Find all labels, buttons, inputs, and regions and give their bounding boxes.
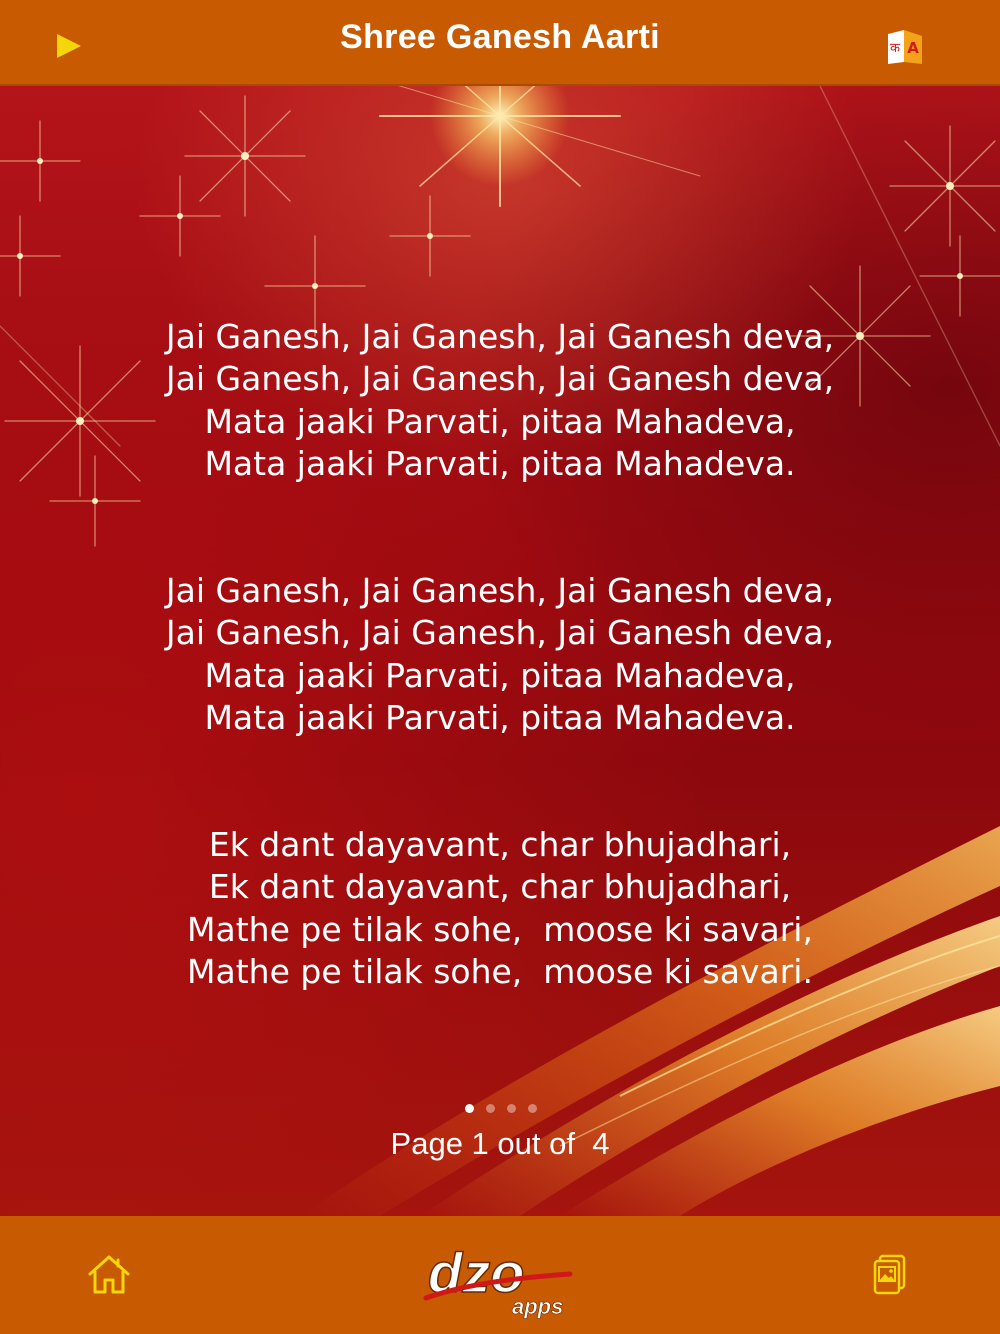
home-button[interactable]: [86, 1252, 132, 1298]
lyrics-stanza-1: [0, 316, 1000, 486]
page-control-dots[interactable]: [460, 1104, 540, 1116]
lyrics-line: Jai Ganesh, Jai Ganesh, Jai Ganesh deva,: [165, 317, 835, 356]
lyrics-line: Ek dant dayavant, char bhujadhari,: [208, 867, 792, 907]
header-bar: [0, 0, 1000, 86]
lyrics-page[interactable]: [0, 86, 1000, 1216]
footer-bar: [0, 1216, 1000, 1334]
gallery-icon: [870, 1252, 910, 1298]
language-toggle-button[interactable]: [884, 28, 926, 68]
lyrics-line: Mata jaaki Parvati, pitaa Mahadeva.: [204, 698, 796, 738]
language-glyph-hindi: क: [890, 41, 900, 56]
page-dot[interactable]: [486, 1104, 495, 1113]
language-toggle-icon: [884, 28, 926, 68]
page-dot[interactable]: [528, 1104, 537, 1113]
play-button[interactable]: [50, 28, 90, 68]
logo-text-sub: apps: [512, 1294, 564, 1319]
lyrics-line: Mata jaaki Parvati, pitaa Mahadeva,: [204, 655, 796, 695]
page-indicator: Page 1 out of 4: [390, 1126, 610, 1161]
page-dot[interactable]: [465, 1104, 474, 1113]
lyrics-line: Mathe pe tilak sohe, moose ki savari,: [187, 909, 813, 949]
lyrics-stanza-3: [0, 824, 1000, 994]
lyrics-line: Jai Ganesh, Jai Ganesh, Jai Ganesh deva,: [165, 613, 835, 653]
dzo-apps-logo-graphic: [420, 1234, 590, 1324]
lyrics-stanza-2: [0, 570, 1000, 740]
gallery-button[interactable]: [870, 1252, 910, 1298]
lyrics-line: Mathe pe tilak sohe, moose ki savari.: [187, 952, 813, 992]
page-title: Shree Ganesh Aarti: [340, 18, 660, 56]
home-icon: [86, 1252, 132, 1298]
lyrics-line: Ek dant dayavant, char bhujadhari,: [208, 825, 792, 864]
lyrics-line: Jai Ganesh, Jai Ganesh, Jai Ganesh deva,: [165, 359, 835, 399]
play-icon: [50, 28, 90, 68]
dzo-apps-logo: [420, 1234, 590, 1324]
lyrics-line: Mata jaaki Parvati, pitaa Mahadeva,: [204, 401, 796, 441]
logo-text-main: dzo: [428, 1241, 525, 1304]
lyrics-line: Mata jaaki Parvati, pitaa Mahadeva.: [204, 444, 796, 484]
language-glyph-english: A: [907, 39, 919, 57]
lyrics-line: Jai Ganesh, Jai Ganesh, Jai Ganesh deva,: [165, 571, 835, 610]
page-dot[interactable]: [507, 1104, 516, 1113]
